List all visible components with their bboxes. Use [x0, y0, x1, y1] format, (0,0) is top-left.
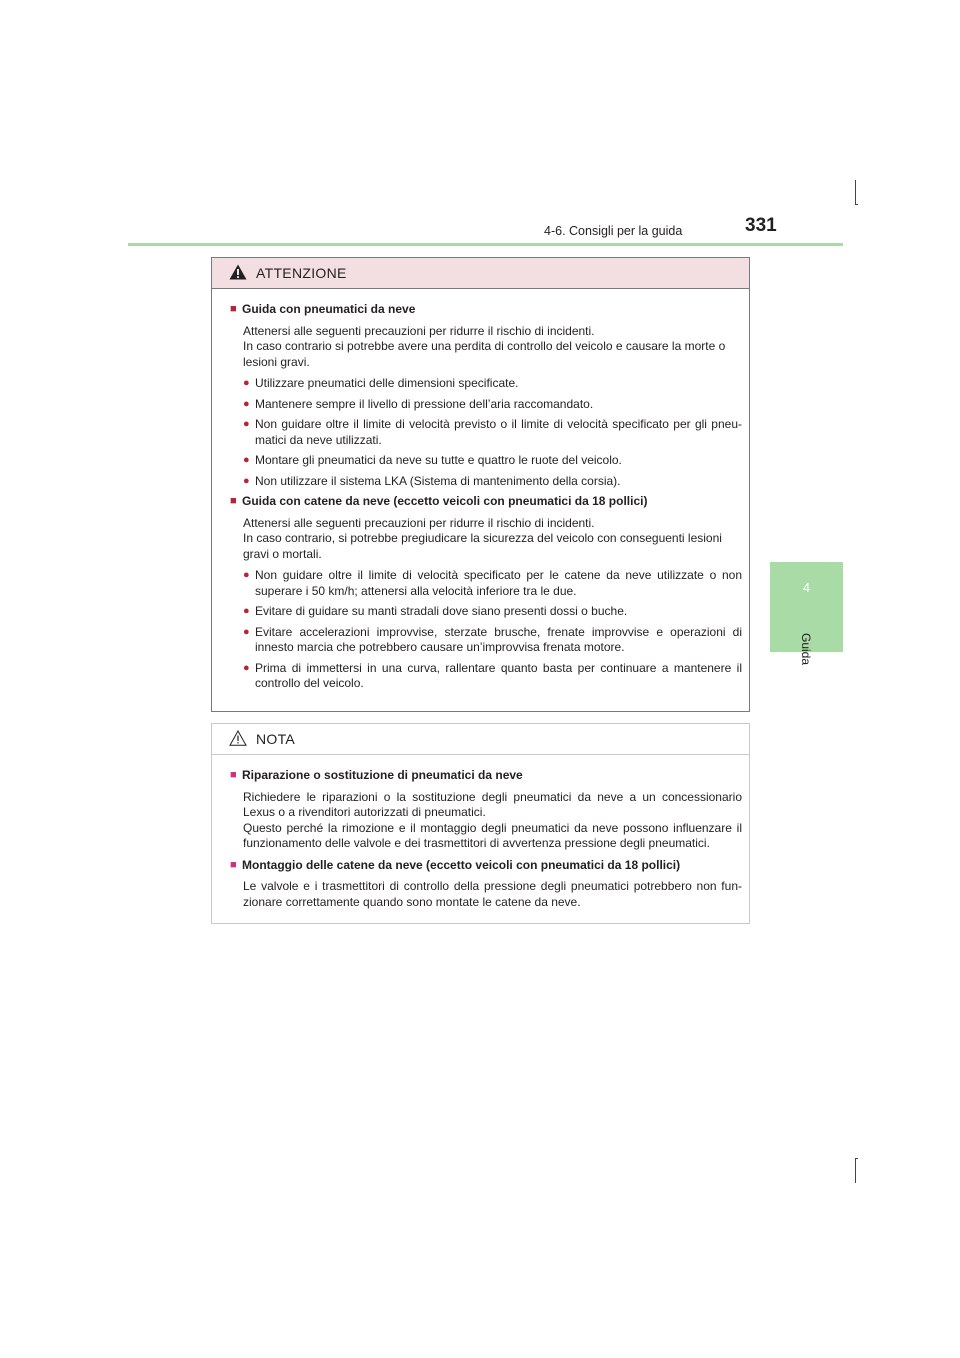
warning-content — [212, 289, 749, 692]
list-item-text: Mantenere sempre il livello di pressione dell’aria raccomandato. — [255, 396, 594, 411]
warning-triangle-icon — [229, 264, 247, 280]
round-bullet-icon: ● — [243, 454, 250, 466]
list-item — [243, 397, 742, 413]
round-bullet-icon: ● — [243, 625, 250, 638]
caution-triangle-outline-icon — [229, 730, 247, 746]
list-item-text: Utilizzare pneumatici delle dimensioni specificate. — [255, 376, 519, 390]
note-box — [211, 723, 750, 924]
round-bullet-icon: ● — [243, 569, 250, 581]
section-title: Montaggio delle catene da neve (eccetto veicoli con pneumatici da 18 pollici) — [242, 857, 681, 872]
note-content — [212, 755, 749, 910]
paragraph — [230, 324, 742, 371]
paragraph — [230, 790, 742, 852]
round-bullet-icon: ● — [243, 397, 250, 410]
list-item-text: Montare gli pneumatici da neve su tutte e quattro le ruote del veicolo. — [255, 453, 622, 467]
list-item — [243, 625, 742, 656]
chapter-number: 4 — [802, 580, 811, 595]
list-item-text: Prima di immettersi in una curva, rallentare quanto basta per continuare a mantenere il controllo del veicolo. — [255, 660, 742, 690]
page-number: 331 — [745, 215, 777, 236]
section-heading — [230, 858, 742, 874]
paragraph-line: Attenersi alle seguenti precauzioni per ridurre il rischio di incidenti. — [243, 323, 595, 338]
section-heading — [230, 494, 742, 510]
chapter-label: Guida — [799, 632, 813, 666]
section-title: Riparazione o sostituzione di pneumatici da neve — [242, 768, 523, 782]
paragraph-line: Le valvole e i trasmettitori di controllo della pressione degli pneumatici potrebbero non fun-zionare correttamente quando sono montate le catene da neve. — [243, 879, 742, 909]
crop-mark-top — [855, 180, 858, 205]
list-item — [243, 376, 742, 392]
warning-title: ATTENZIONE — [256, 265, 347, 281]
list-item-text: Non guidare oltre il limite di velocità specificato per le catene da neve utilizzate o non superare i 50 km/h; attenersi alla velocità inferiore tra le due. — [255, 568, 742, 598]
section-header: 4-6. Consigli per la guida — [544, 224, 683, 238]
square-bullet-icon: ■ — [230, 858, 237, 871]
crop-mark-bottom — [855, 1158, 858, 1183]
header-rule — [128, 243, 843, 246]
section-title: Guida con catene da neve (eccetto veicoli con pneumatici da 18 pollici) — [242, 494, 648, 508]
paragraph-line: In caso contrario si potrebbe avere una perdita di controllo del veicolo e causare la morte o lesioni gravi. — [243, 339, 726, 369]
round-bullet-icon: ● — [243, 605, 250, 617]
section-title: Guida con pneumatici da neve — [242, 302, 416, 316]
warning-box — [211, 257, 750, 712]
square-bullet-icon: ■ — [230, 495, 237, 507]
list-item-text: Evitare accelerazioni improvvise, sterzate brusche, frenate improvvise e operazioni di innesto marcia che potrebbero causare un’improvvisa frenata motore. — [255, 624, 742, 654]
paragraph-line: Questo perché la rimozione e il montaggio degli pneumatici da neve possono influenzare il funzionamento delle valvole e dei trasmettitori di avvertenza pressione degli pneumatici. — [243, 820, 742, 850]
paragraph-line: In caso contrario, si potrebbe pregiudicare la sicurezza del veicolo con conseguenti lesioni gravi o mortali. — [243, 531, 722, 561]
section-heading — [230, 768, 742, 784]
round-bullet-icon: ● — [243, 661, 250, 674]
square-bullet-icon: ■ — [230, 303, 237, 315]
square-bullet-icon: ■ — [230, 769, 237, 781]
list-item — [243, 453, 742, 469]
list-item — [243, 568, 742, 599]
note-header — [212, 724, 749, 755]
warning-header — [212, 258, 749, 289]
section-heading — [230, 302, 742, 318]
list-item-text: Non guidare oltre il limite di velocità previsto o il limite di velocità specificato per gli pneu-matici da neve utilizzati. — [255, 417, 742, 447]
round-bullet-icon: ● — [243, 418, 250, 430]
list-item — [243, 417, 742, 448]
round-bullet-icon: ● — [243, 474, 250, 487]
paragraph-line: Attenersi alle seguenti precauzioni per ridurre il rischio di incidenti. — [243, 515, 595, 530]
round-bullet-icon: ● — [243, 377, 250, 389]
paragraph — [230, 516, 742, 563]
paragraph-line: Richiedere le riparazioni o la sostituzione degli pneumatici da neve a un concessionario Lexus o a rivenditori autorizzati di pneumatici. — [243, 789, 742, 819]
list-item — [243, 474, 742, 490]
list-item — [243, 661, 742, 692]
list-item — [243, 604, 742, 620]
list-item-text: Evitare di guidare su manti stradali dove siano presenti dossi o buche. — [255, 604, 628, 618]
chapter-label-container — [796, 628, 816, 688]
note-title: NOTA — [256, 731, 296, 747]
list-item-text: Non utilizzare il sistema LKA (Sistema di mantenimento della corsia). — [255, 473, 621, 488]
paragraph — [230, 879, 742, 910]
